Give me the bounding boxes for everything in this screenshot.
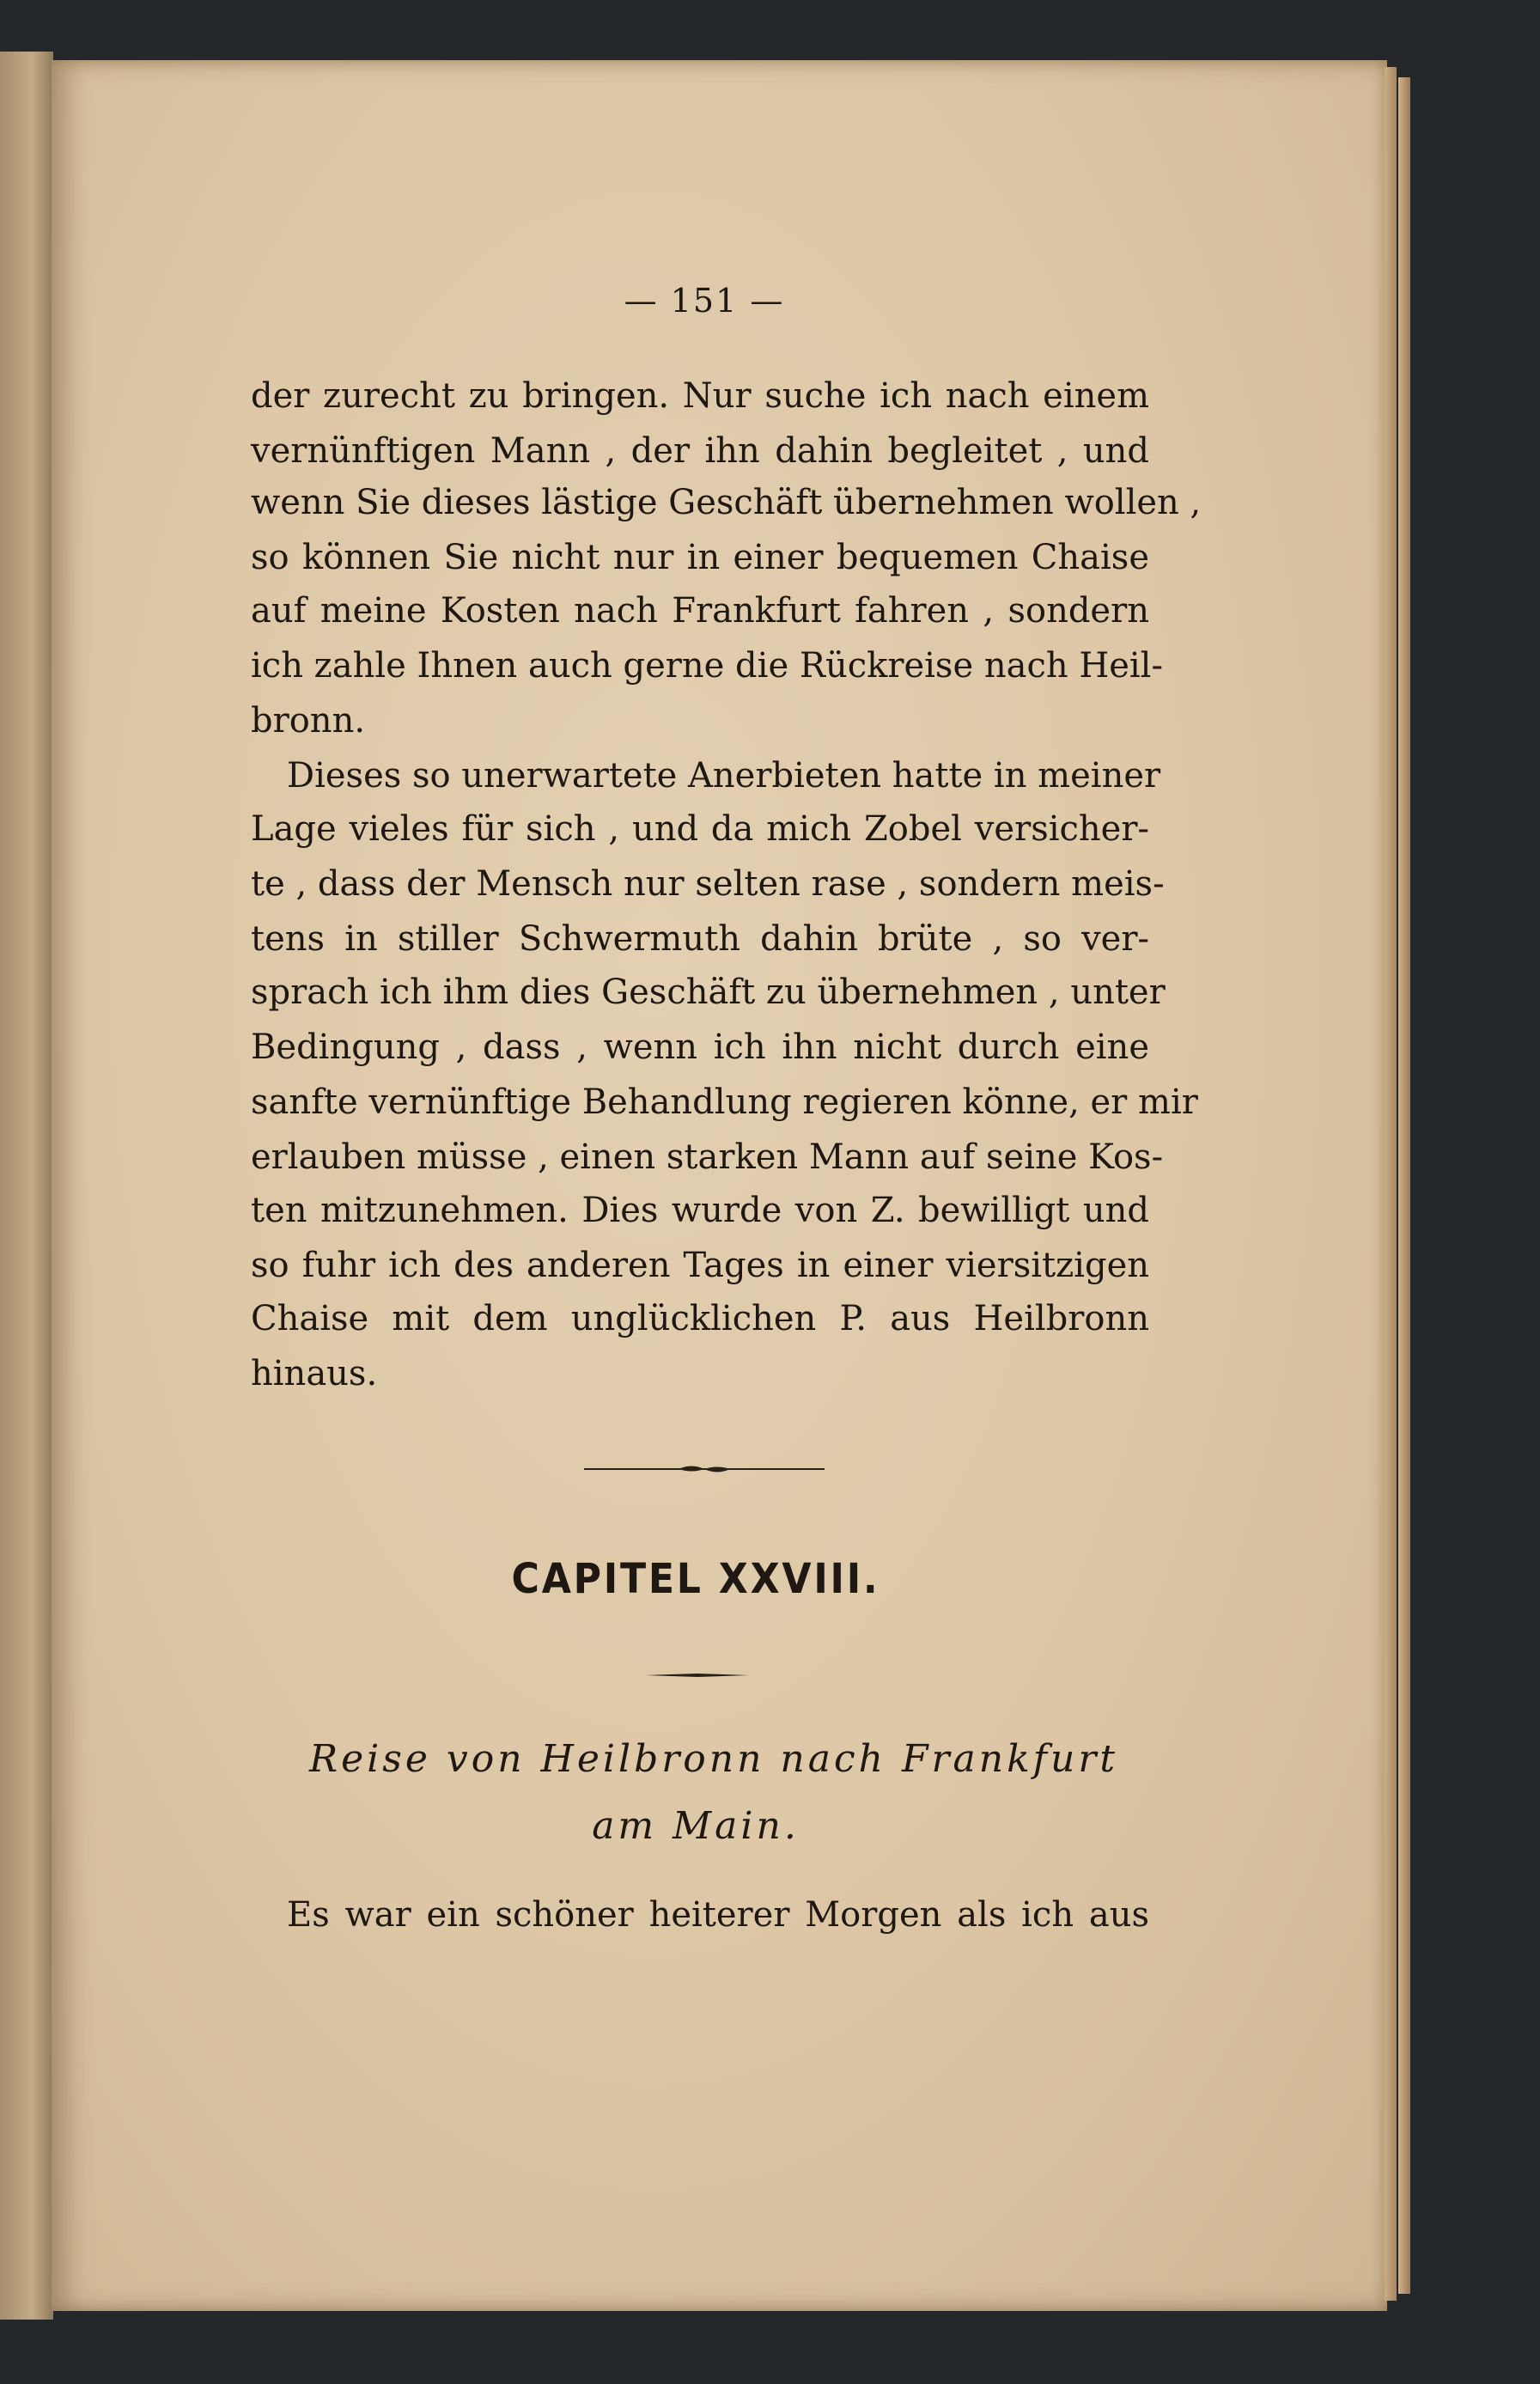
text-line: hinaus. <box>251 1354 378 1393</box>
text-line: sanfte vernünftige Behandlung regieren könne, er mir <box>251 1082 1198 1122</box>
text-line: erlauben müsse , einen starken Mann auf seine Kos- <box>251 1137 1164 1177</box>
ornament-divider <box>584 1462 825 1476</box>
chapter-subtitle-line-2: am Main. <box>592 1804 800 1848</box>
short-rule <box>646 1673 749 1678</box>
text-line: ich zahle Ihnen auch gerne die Rückreise nach Heil- <box>251 646 1163 686</box>
text-line: Chaise mit dem unglücklichen P. aus Heilbronn <box>251 1299 1149 1338</box>
chapter-subtitle-line-1: Reise von Heilbronn nach Frankfurt <box>309 1737 1119 1781</box>
text-line: ten mitzunehmen. Dies wurde von Z. bewilligt und <box>251 1191 1149 1230</box>
text-line-indented: Es war ein schöner heiterer Morgen als ich aus <box>287 1895 1149 1935</box>
text-line: auf meine Kosten nach Frankfurt fahren , sondern <box>251 591 1149 631</box>
page-number: — 151 — <box>624 282 785 320</box>
text-line: der zurecht zu bringen. Nur suche ich nach einem <box>251 376 1149 416</box>
text-line: vernünftigen Mann , der ihn dahin begleitet , und <box>251 431 1149 471</box>
text-line: wenn Sie dieses lästige Geschäft übernehmen wollen , <box>251 483 1202 522</box>
text-line: Bedingung , dass , wenn ich ihn nicht durch eine <box>251 1027 1149 1067</box>
text-line: tens in stiller Schwermuth dahin brüte , so ver- <box>251 919 1149 959</box>
text-line: so können Sie nicht nur in einer bequemen Chaise <box>251 538 1149 577</box>
text-line-indented: Dieses so unerwartete Anerbieten hatte in meiner <box>287 756 1161 796</box>
text-line: so fuhr ich des anderen Tages in einer viersitzigen <box>251 1246 1149 1285</box>
text-line: sprach ich ihm dies Geschäft zu übernehmen , unter <box>251 973 1166 1012</box>
text-line: Lage vieles für sich , und da mich Zobel versicher- <box>251 809 1149 849</box>
chapter-title: CAPITEL XXVIII. <box>511 1555 880 1603</box>
text-line: te , dass der Mensch nur selten rase , sondern meis- <box>251 864 1165 904</box>
text-line: bronn. <box>251 701 366 741</box>
